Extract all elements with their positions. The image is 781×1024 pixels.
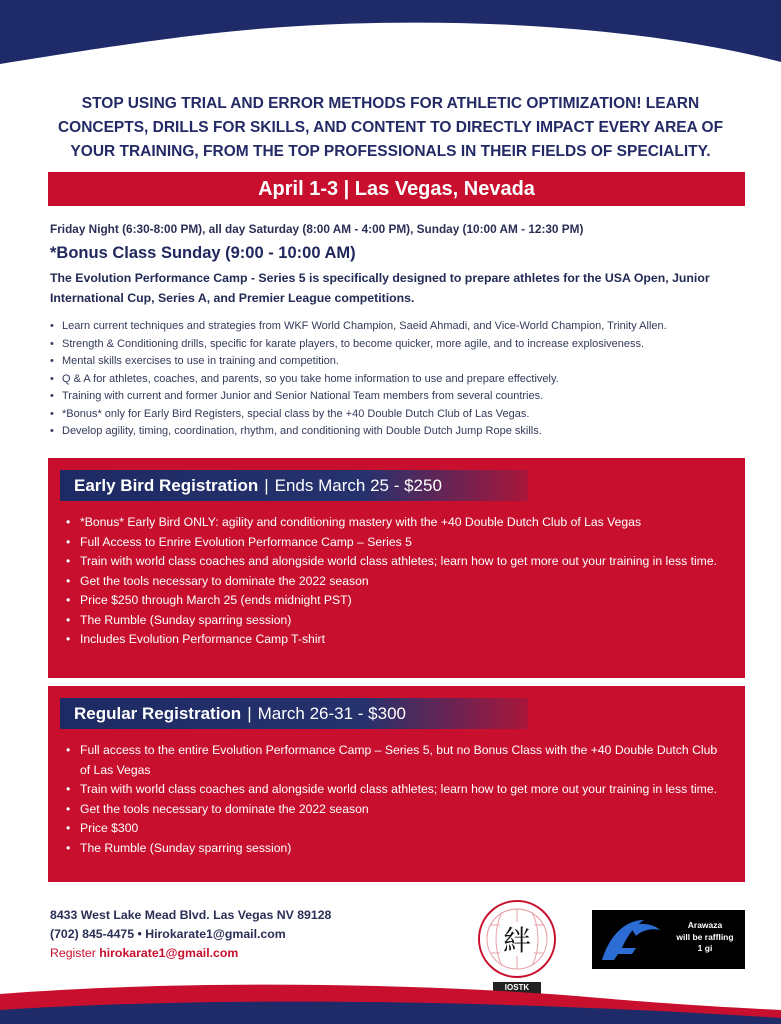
list-item: • Develop agility, timing, coordination, rhythm, and conditioning with Double Dutch Jump Rope skills. — [50, 423, 750, 441]
list-item: • Train with world class coaches and alongside world class athletes; learn how to get more out your training in less time. — [66, 552, 730, 572]
early-bird-registration-box — [48, 458, 745, 678]
early-bird-list — [66, 513, 730, 650]
early-bird-header — [60, 470, 528, 501]
list-item: • Get the tools necessary to dominate the 2022 season — [66, 800, 730, 820]
intro-text: The Evolution Performance Camp - Series 5 is specifically designed to prepare athletes for the USA Open, Junior International Cup, Series A, and Premier League competitions. — [50, 271, 710, 305]
raffle-line-2: will be raffling — [676, 931, 734, 942]
register-line — [50, 946, 238, 960]
header-separator: | — [264, 476, 269, 495]
regular-header — [60, 698, 528, 729]
highlights-list — [50, 318, 750, 441]
list-item: • Train with world class coaches and alongside world class athletes; learn how to get more out your training in less time. — [66, 780, 730, 800]
list-item: • Mental skills exercises to use in training and competition. — [50, 353, 750, 371]
phone-email-text[interactable]: (702) 845-4475 • Hirokarate1@gmail.com — [50, 926, 286, 941]
list-item: • Price $250 through March 25 (ends midnight PST) — [66, 591, 730, 611]
schedule-text: Friday Night (6:30-8:00 PM), all day Saturday (8:00 AM - 4:00 PM), Sunday (10:00 AM - 12:30 PM) — [50, 222, 584, 236]
arawaza-raffle-text — [668, 920, 742, 955]
list-item: • Q & A for athletes, coaches, and parents, so you take home information to use and prepare effectively. — [50, 371, 750, 389]
regular-subtitle: March 26-31 - $300 — [257, 704, 406, 723]
early-bird-title: Early Bird Registration — [74, 476, 259, 495]
bonus-class-text: *Bonus Class Sunday (9:00 - 10:00 AM) — [50, 244, 356, 262]
list-item: • Price $300 — [66, 819, 730, 839]
early-bird-subtitle: Ends March 25 - $250 — [274, 476, 442, 495]
register-label: Register — [50, 946, 96, 960]
arawaza-logo-icon — [596, 914, 666, 966]
list-item: • The Rumble (Sunday sparring session) — [66, 839, 730, 859]
seal-glyph: 絆 — [502, 924, 532, 957]
list-item: • Training with current and former Junior and Senior National Team members from several countries. — [50, 388, 750, 406]
list-item: • *Bonus* Early Bird ONLY: agility and conditioning mastery with the +40 Double Dutch Club of Las Vegas — [66, 513, 730, 533]
regular-registration-box — [48, 686, 745, 882]
raffle-line-1: Arawaza — [687, 920, 723, 930]
list-item: • Includes Evolution Performance Camp T-shirt — [66, 630, 730, 650]
list-item: • The Rumble (Sunday sparring session) — [66, 611, 730, 631]
header-separator: | — [247, 704, 252, 723]
date-banner: April 1-3 | Las Vegas, Nevada — [48, 172, 745, 206]
list-item: • *Bonus* only for Early Bird Registers, special class by the +40 Double Dutch Club of Las Vegas. — [50, 406, 750, 424]
list-item: • Strength & Conditioning drills, specific for karate players, to become quicker, more agile, and to increase explosiveness. — [50, 336, 750, 354]
headline: STOP USING TRIAL AND ERROR METHODS FOR ATHLETIC OPTIMIZATION! LEARN CONCEPTS, DRILLS FOR SKILLS, AND CONTENT TO DIRECTLY IMPACT EVERY AREA OF YOUR TRAINING, FROM THE TOP PROFESSIONALS IN THEIR FIELDS OF SPECIALITY. — [57, 95, 724, 160]
arawaza-sponsor-box — [592, 910, 745, 969]
list-item: • Full access to the entire Evolution Performance Camp – Series 5, but no Bonus Class with the +40 Double Dutch Club of Las Vegas — [66, 741, 730, 780]
address-text: 8433 West Lake Mead Blvd. Las Vegas NV 89128 — [50, 908, 332, 922]
top-wave-decoration — [0, 0, 781, 80]
register-email-link[interactable]: hirokarate1@gmail.com — [99, 946, 239, 960]
list-item: • Learn current techniques and strategies from WKF World Champion, Saeid Ahmadi, and Vice-World Champion, Trinity Allen. — [50, 318, 750, 336]
seal-caption: IOSTK — [493, 982, 541, 994]
regular-title: Regular Registration — [74, 704, 242, 723]
list-item: • Get the tools necessary to dominate the 2022 season — [66, 572, 730, 592]
contact-block — [50, 906, 450, 943]
raffle-line-3: 1 gi — [697, 943, 713, 953]
list-item: • Full Access to Enrire Evolution Performance Camp – Series 5 — [66, 533, 730, 553]
bottom-wave-decoration — [0, 976, 781, 1024]
regular-list — [66, 741, 730, 858]
